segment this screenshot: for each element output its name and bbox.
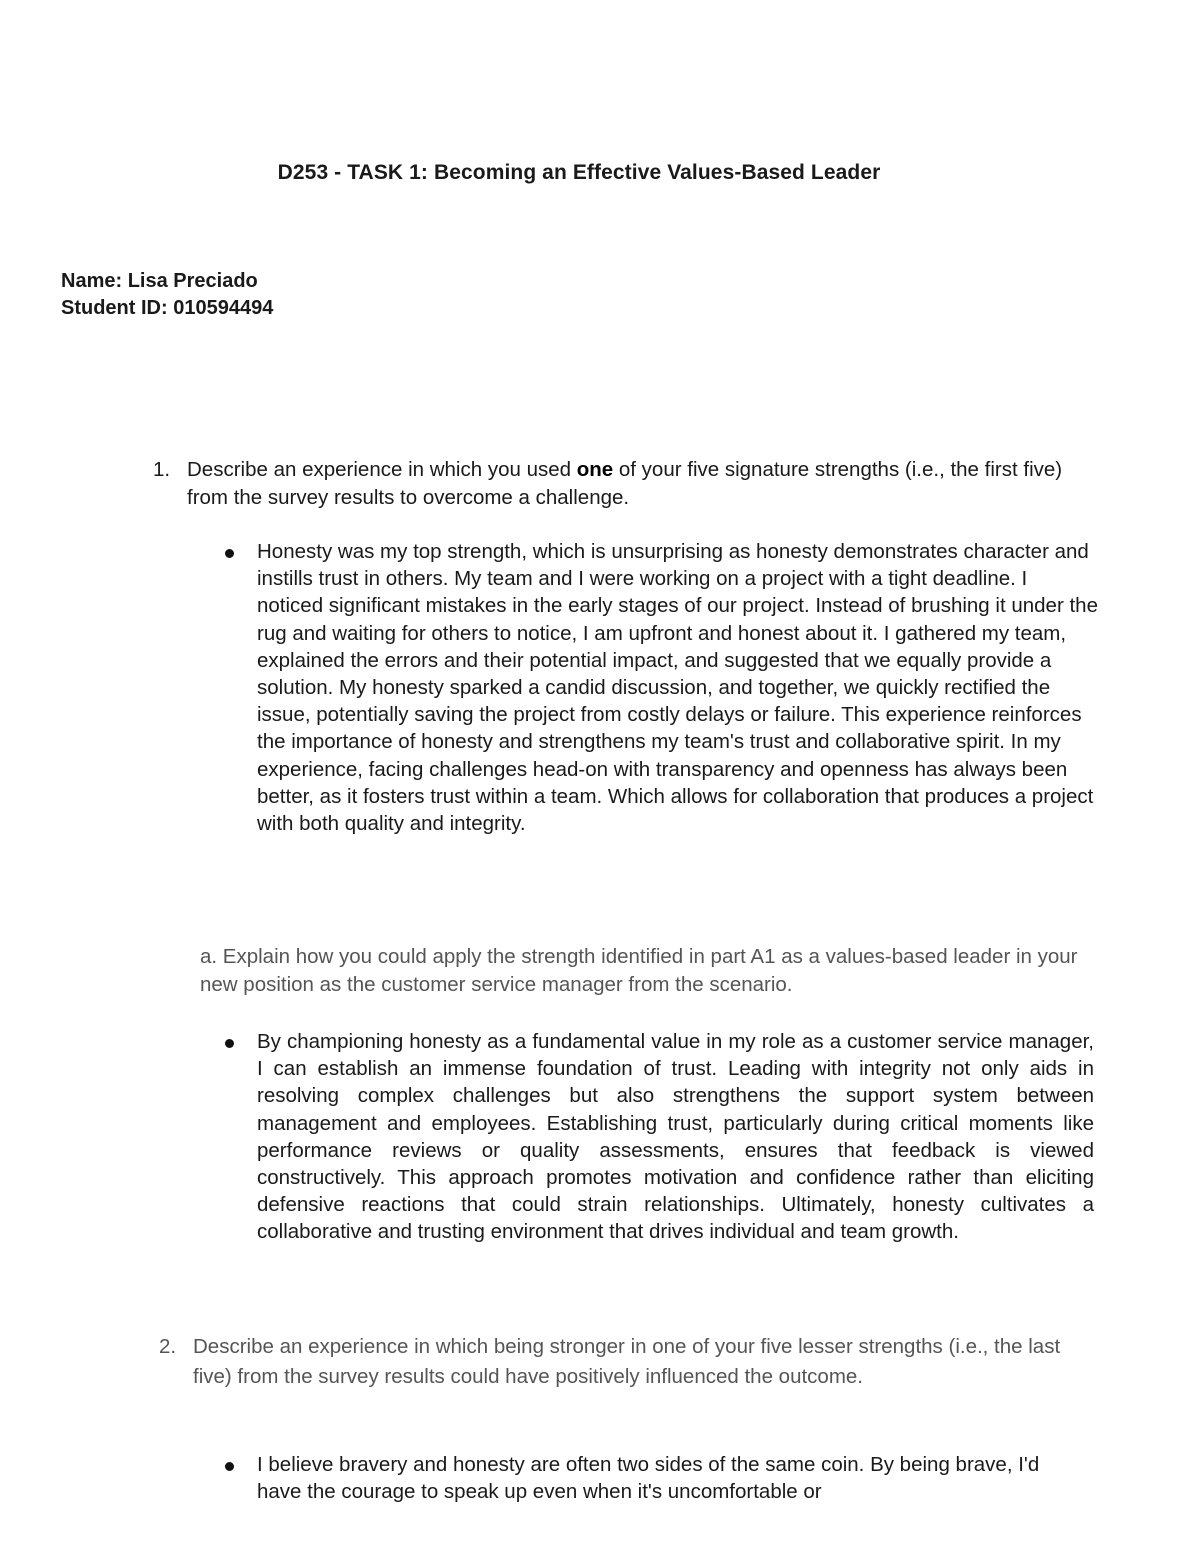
bullet-icon <box>225 1039 234 1048</box>
bullet-icon <box>225 1462 234 1471</box>
question-emphasis: one <box>576 458 614 481</box>
answer-text: By championing honesty as a fundamental value in my role as a customer service manager, I can establish an immense foundation of trust. Leading with integrity not only aids in resolving complex challenges but also strengthens the support system between management and employees. Establishing trust, particularly during critical moments like performance reviews or quality assessments, ensures that feedback is viewed constructively. This approach promotes motivation and confidence rather than eliciting defensive reactions that could strain relationships. Ultimately, honesty cultivates a collaborative and trusting environment that drives individual and team growth. <box>257 1030 1094 1244</box>
bullet-icon <box>225 549 234 558</box>
answer-2 <box>257 1451 1057 1505</box>
answer-1 <box>257 538 1099 837</box>
question-2 <box>159 1332 1073 1391</box>
question-text-part: Describe an experience in which you used <box>187 458 577 481</box>
student-name: Name: Lisa Preciado <box>61 270 258 292</box>
question-1 <box>153 456 1102 512</box>
question-text: Describe an experience in which being stronger in one of your five lesser strengths (i.e., the last five) from the survey results could have positively influenced the outcome. <box>193 1335 1061 1388</box>
student-id: Student ID: 010594494 <box>61 297 274 319</box>
question-text-part: of your five signature strengths (i.e., the first five) from the survey results to overcome a challenge. <box>187 458 1063 509</box>
document-title: D253 - TASK 1: Becoming an Effective Values-Based Leader <box>277 161 881 184</box>
question-number: 2. <box>159 1335 177 1358</box>
answer-1a <box>257 1028 1094 1246</box>
answer-text: I believe bravery and honesty are often two sides of the same coin. By being brave, I'd have the courage to speak up even when it's uncomfortable or <box>257 1453 1040 1504</box>
answer-text: Honesty was my top strength, which is unsurprising as honesty demonstrates character and instills trust in others. My team and I were working on a project with a tight deadline. I noticed significant mistakes in the early stages of our project. Instead of brushing it under the rug and waiting for others to notice, I am upfront and honest about it. I gathered my team, explained the errors and their potential impact, and suggested that we equally provide a solution. My honesty sparked a candid discussion, and together, we quickly rectified the issue, potentially saving the project from costly delays or failure. This experience reinforces the importance of honesty and strengthens my team's trust and collaborative spirit. In my experience, facing challenges head-on with transparency and openness has always been better, as it fosters trust within a team. Which allows for collaboration that produces a project with both quality and integrity. <box>257 540 1098 836</box>
question-text: a. Explain how you could apply the strength identified in part A1 as a values-based leader in your new position as the customer service manager from the scenario. <box>200 945 1078 996</box>
question-1a <box>200 943 1080 999</box>
question-number: 1. <box>153 458 171 481</box>
